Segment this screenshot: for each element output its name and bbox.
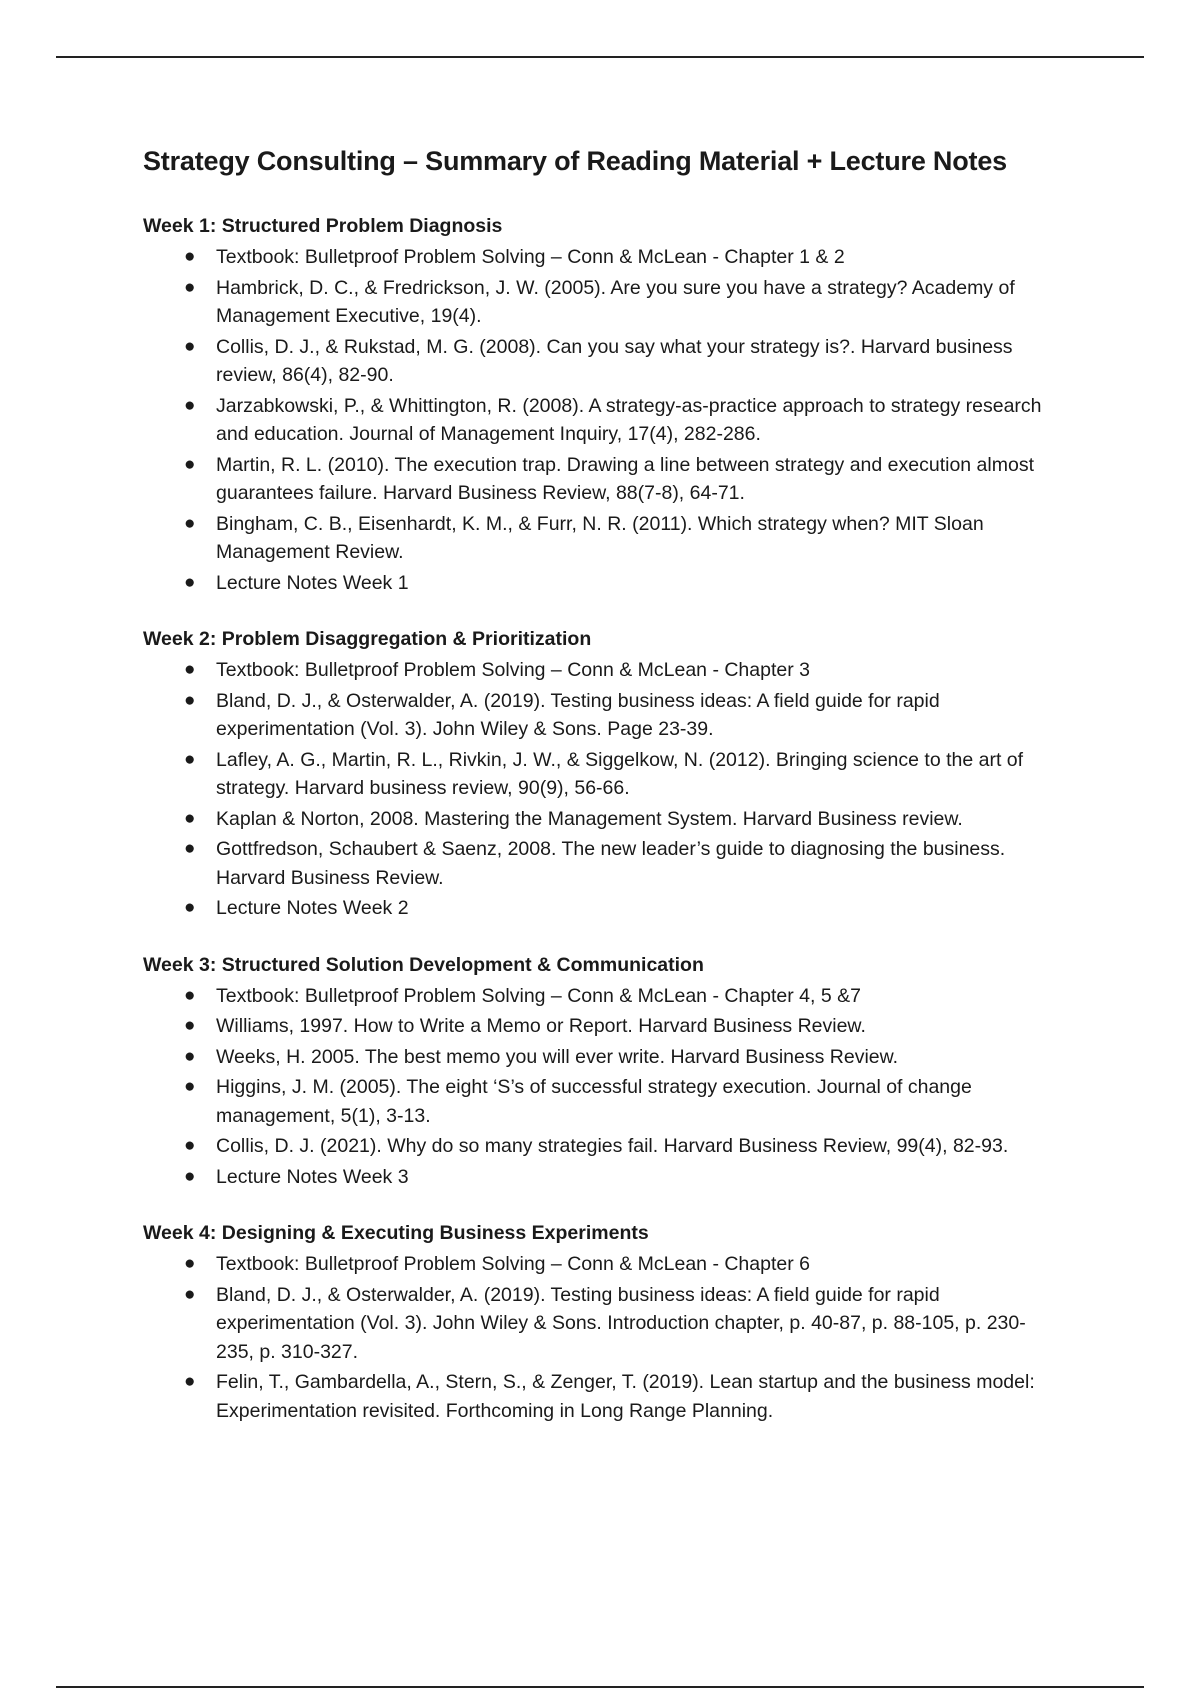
bullet-icon: ● — [184, 984, 196, 1006]
list-item — [143, 1368, 1063, 1425]
bullet-icon: ● — [184, 807, 196, 829]
reading-list — [143, 1250, 1063, 1425]
bullet-icon: ● — [184, 276, 196, 298]
bullet-icon: ● — [184, 1076, 196, 1097]
list-item-text: Weeks, H. 2005. The best memo you will ever write. Harvard Business Review. — [216, 1045, 899, 1068]
bottom-rule — [56, 1686, 1144, 1688]
week-heading: Week 2: Problem Disaggregation & Prioritization — [143, 628, 592, 650]
list-item-text: Lecture Notes Week 2 — [216, 897, 409, 919]
list-item-text: Felin, T., Gambardella, A., Stern, S., & Zenger, T. (2019). Lean startup and the business model: Experimentation revisited. Forthcoming in Long Range Planning. — [216, 1371, 1035, 1422]
list-item — [143, 1250, 1063, 1279]
bullet-icon: ● — [184, 1253, 196, 1274]
bullet-icon: ● — [184, 1283, 196, 1305]
week-3-section — [143, 952, 1063, 1192]
week-2-section — [143, 626, 1063, 923]
reading-list — [143, 656, 1063, 923]
list-item-text: Textbook: Bulletproof Problem Solving – Conn & McLean - Chapter 4, 5 &7 — [216, 984, 861, 1007]
week-4-section — [143, 1220, 1063, 1425]
list-item — [143, 451, 1063, 508]
bullet-icon: ● — [184, 659, 196, 680]
list-item-text: Textbook: Bulletproof Problem Solving – Conn & McLean - Chapter 6 — [216, 1253, 810, 1275]
list-item-text: Martin, R. L. (2010). The execution trap. Drawing a line between strategy and execution almost guarantees failure. Harvard Business Review, 88(7-8), 64-71. — [216, 453, 1034, 504]
list-item-text: Higgins, J. M. (2005). The eight ‘S’s of successful strategy execution. Journal of change management, 5(1), 3-13. — [216, 1076, 972, 1127]
list-item — [143, 1043, 1063, 1072]
list-item-text: Bland, D. J., & Osterwalder, A. (2019). Testing business ideas: A field guide for rapid experimentation (Vol. 3). John Wiley & Sons. Introduction chapter, p. 40-87, p. 88-105, p. 230-235, p. 310-327. — [216, 1283, 1026, 1363]
list-item — [143, 1281, 1063, 1367]
list-item — [143, 805, 1063, 834]
bullet-icon: ● — [184, 246, 196, 267]
list-item — [143, 894, 1063, 923]
bullet-icon: ● — [184, 512, 196, 534]
list-item — [143, 835, 1063, 892]
list-item-text: Jarzabkowski, P., & Whittington, R. (2008). A strategy-as-practice approach to strategy research and education. Journal of Management Inquiry, 17(4), 282-286. — [216, 394, 1042, 445]
list-item-text: Textbook: Bulletproof Problem Solving – Conn & McLean - Chapter 3 — [216, 659, 810, 681]
reading-list — [143, 982, 1063, 1192]
bullet-icon: ● — [184, 748, 196, 770]
bullet-icon: ● — [184, 838, 196, 859]
list-item-text: Williams, 1997. How to Write a Memo or Report. Harvard Business Review. — [216, 1015, 866, 1037]
list-item — [143, 333, 1063, 390]
bullet-icon: ● — [184, 335, 196, 357]
list-item — [143, 1132, 1063, 1161]
list-item-text: Bingham, C. B., Eisenhardt, K. M., & Furr, N. R. (2011). Which strategy when? MIT Sloan Management Review. — [216, 512, 984, 563]
bullet-icon: ● — [184, 689, 196, 711]
top-rule — [56, 56, 1144, 58]
bullet-icon: ● — [184, 1371, 196, 1392]
list-item — [143, 392, 1063, 449]
bullet-icon: ● — [184, 1015, 196, 1036]
bullet-icon: ● — [184, 1045, 196, 1067]
bullet-icon: ● — [184, 453, 196, 475]
list-item-text: Lecture Notes Week 3 — [216, 1165, 409, 1188]
week-heading: Week 4: Designing & Executing Business Experiments — [143, 1222, 649, 1244]
document-body — [143, 143, 1063, 1454]
list-item-text: Gottfredson, Schaubert & Saenz, 2008. The new leader’s guide to diagnosing the business. Harvard Business Review. — [216, 838, 1006, 889]
list-item-text: Collis, D. J., & Rukstad, M. G. (2008). Can you say what your strategy is?. Harvard business review, 86(4), 82-90. — [216, 335, 1013, 386]
bullet-icon: ● — [184, 897, 196, 918]
bullet-icon: ● — [184, 1165, 196, 1187]
list-item-text: Lafley, A. G., Martin, R. L., Rivkin, J. W., & Siggelkow, N. (2012). Bringing science to the art of strategy. Harvard business review, 90(9), 56-66. — [216, 748, 1024, 799]
list-item — [143, 1073, 1063, 1130]
bullet-icon: ● — [184, 1135, 196, 1156]
reading-list — [143, 243, 1063, 597]
week-heading: Week 3: Structured Solution Development & Communication — [143, 953, 704, 976]
list-item — [143, 569, 1063, 598]
list-item — [143, 746, 1063, 803]
list-item-text: Hambrick, D. C., & Fredrickson, J. W. (2005). Are you sure you have a strategy? Academy of Management Executive, 19(4). — [216, 276, 1015, 327]
list-item-text: Textbook: Bulletproof Problem Solving – Conn & McLean - Chapter 1 & 2 — [216, 246, 845, 268]
list-item-text: Lecture Notes Week 1 — [216, 571, 409, 594]
bullet-icon: ● — [184, 571, 196, 593]
bullet-icon: ● — [184, 394, 196, 416]
list-item-text: Bland, D. J., & Osterwalder, A. (2019). Testing business ideas: A field guide for rapid experimentation (Vol. 3). John Wiley & Sons. Page 23-39. — [216, 689, 940, 740]
list-item-text: Kaplan & Norton, 2008. Mastering the Management System. Harvard Business review. — [216, 807, 963, 830]
list-item — [143, 982, 1063, 1011]
list-item-text: Collis, D. J. (2021). Why do so many strategies fail. Harvard Business Review, 99(4), 82-93. — [216, 1135, 1009, 1157]
list-item — [143, 243, 1063, 272]
list-item — [143, 1163, 1063, 1192]
list-item — [143, 687, 1063, 744]
list-item — [143, 1012, 1063, 1041]
list-item — [143, 274, 1063, 331]
list-item — [143, 656, 1063, 685]
document-title: Strategy Consulting – Summary of Reading Material + Lecture Notes — [143, 146, 1007, 176]
list-item — [143, 510, 1063, 567]
week-heading: Week 1: Structured Problem Diagnosis — [143, 215, 503, 237]
week-1-section — [143, 213, 1063, 597]
